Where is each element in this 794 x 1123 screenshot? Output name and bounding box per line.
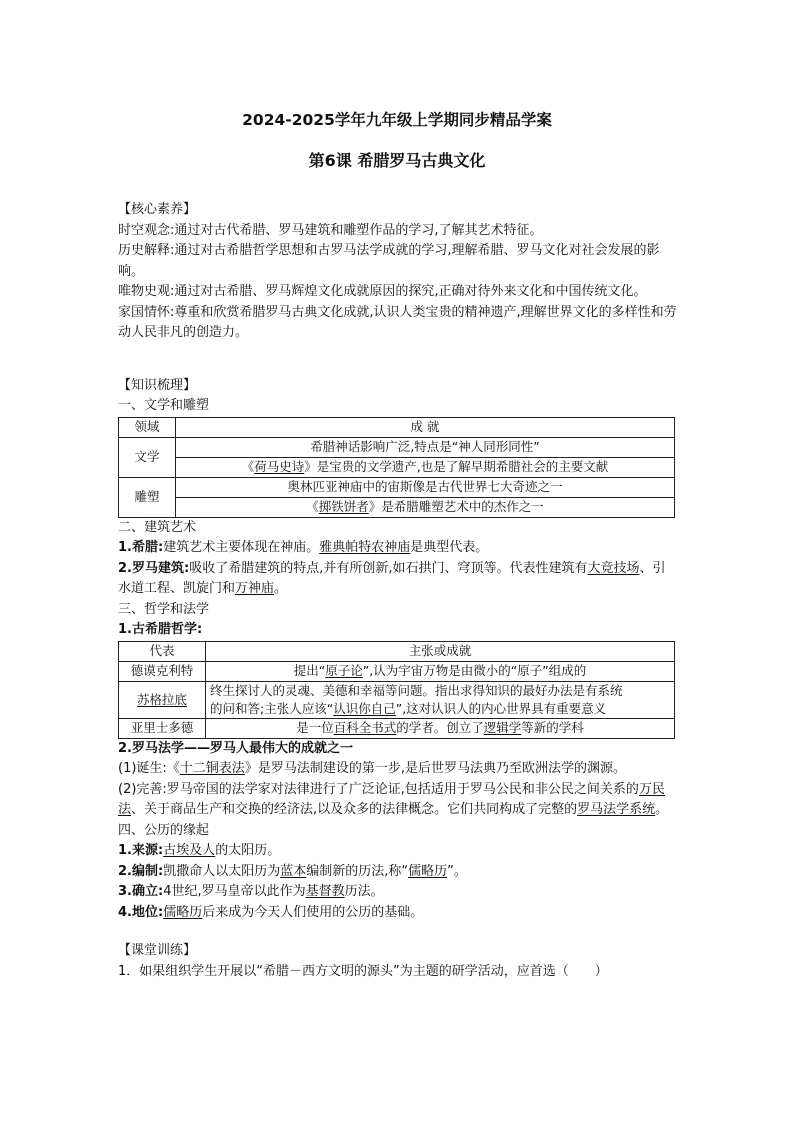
aristotle-idea: 是一位百科全书式的学者。创立了逻辑学等新的学科 [206, 718, 675, 738]
question-1: 1．如果组织学生开展以“希腊－西方文明的源头”为主题的研学活动，应首选（ ） [118, 963, 608, 979]
section-4-title: 四、公历的缘起 [118, 822, 210, 838]
roman-law-perfection: (2)完善:罗马帝国的法学家对法律进行了广泛论证,包括适用于罗马公民和非公民之间关系的万民法、关于商品生产和交换的经济法,以及众多的法律概念。它们共同构成了完整的罗马法学系统。 [118, 781, 669, 817]
literature-sculpture-table [118, 417, 675, 518]
core-line-1: 时空观念:通过对古代希腊、罗马建筑和雕塑作品的学习,了解其艺术特征。 [118, 222, 543, 238]
core-line-4: 家国情怀:尊重和欣赏希腊罗马古典文化成就,认识人类宝贵的精神遗产,理解世界文化的多样性和劳动人民非凡的创造力。 [118, 304, 677, 340]
democritus-idea: 提出“原子论”,认为宇宙万物是由微小的“原子”组成的 [206, 661, 675, 681]
section-2-title: 二、建筑艺术 [118, 519, 197, 535]
document-title: 2024-2025学年九年级上学期同步精品学案 [242, 111, 552, 129]
col-ideas: 主张或成就 [206, 641, 675, 661]
lesson-title: 第6课 希腊罗马古典文化 [308, 151, 486, 170]
calendar-origin: 1.来源:古埃及人的太阳历。 [118, 843, 281, 858]
philosopher-democritus: 德谟克利特 [119, 661, 206, 681]
col-representative: 代表 [119, 641, 206, 661]
lit-row-1: 希腊神话影响广泛,特点是“神人同形同性” [176, 437, 675, 457]
philosophy-table [118, 641, 675, 739]
philosopher-socrates: 苏格拉底 [119, 681, 206, 718]
training-heading: 【课堂训练】 [118, 943, 197, 958]
content-body [118, 200, 678, 982]
col-achievement: 成 就 [176, 417, 675, 437]
roman-law-heading: 2.罗马法学——罗马人最伟大的成就之一 [118, 740, 353, 756]
core-heading: 【核心素养】 [118, 202, 197, 217]
row-sculpture: 雕塑 [119, 477, 176, 517]
section-3-title: 三、哲学和法学 [118, 601, 210, 617]
calendar-status: 4.地位:儒略历后来成为今天人们使用的公历的基础。 [118, 904, 424, 920]
lit-row-2: 《荷马史诗》是宝贵的文学遗产,也是了解早期希腊社会的主要文献 [176, 457, 675, 477]
sculpt-row-1: 奥林匹亚神庙中的宙斯像是古代世界七大奇迹之一 [176, 477, 675, 497]
core-line-2: 历史解释:通过对古希腊哲学思想和古罗马法学成就的学习,理解希腊、罗马文化对社会发展的影响。 [118, 243, 660, 279]
greek-architecture: 1.希腊:建筑艺术主要体现在神庙。雅典帕特农神庙是典型代表。 [118, 540, 489, 555]
section-1-title: 一、文学和雕塑 [118, 398, 210, 413]
row-literature: 文学 [119, 437, 176, 477]
core-line-3: 唯物史观:通过对古希腊、罗马辉煌文化成就原因的探究,正确对待外来文化和中国传统文化。 [118, 284, 647, 299]
roman-law-birth: (1)诞生:《十二铜表法》是罗马法制建设的第一步,是后世罗马法典乃至欧洲法学的渊源。 [118, 761, 626, 776]
calendar-compilation: 2.编制:凯撒命人以太阳历为蓝本编制新的历法,称“儒略历”。 [118, 863, 467, 879]
socrates-idea: 终生探讨人的灵魂、美德和幸福等问题。指出求得知识的最好办法是有系统 的问和答;主张人应该“认识你自己”,这对认识人的内心世界具有重要意义 [206, 681, 675, 718]
roman-architecture: 2.罗马建筑:吸收了希腊建筑的特点,并有所创新,如石拱门、穹顶等。代表性建筑有大竞技场、引水道工程、凯旋门和万神庙。 [118, 560, 666, 596]
greek-philosophy-heading: 1.古希腊哲学: [118, 622, 203, 637]
philosopher-aristotle: 亚里士多德 [119, 718, 206, 738]
knowledge-heading: 【知识梳理】 [118, 377, 197, 393]
col-domain: 领域 [119, 417, 176, 437]
sculpt-row-2: 《掷铁饼者》是希腊雕塑艺术中的杰作之一 [176, 497, 675, 517]
calendar-establishment: 3.确立:4世纪,罗马皇帝以此作为基督教历法。 [118, 884, 384, 899]
